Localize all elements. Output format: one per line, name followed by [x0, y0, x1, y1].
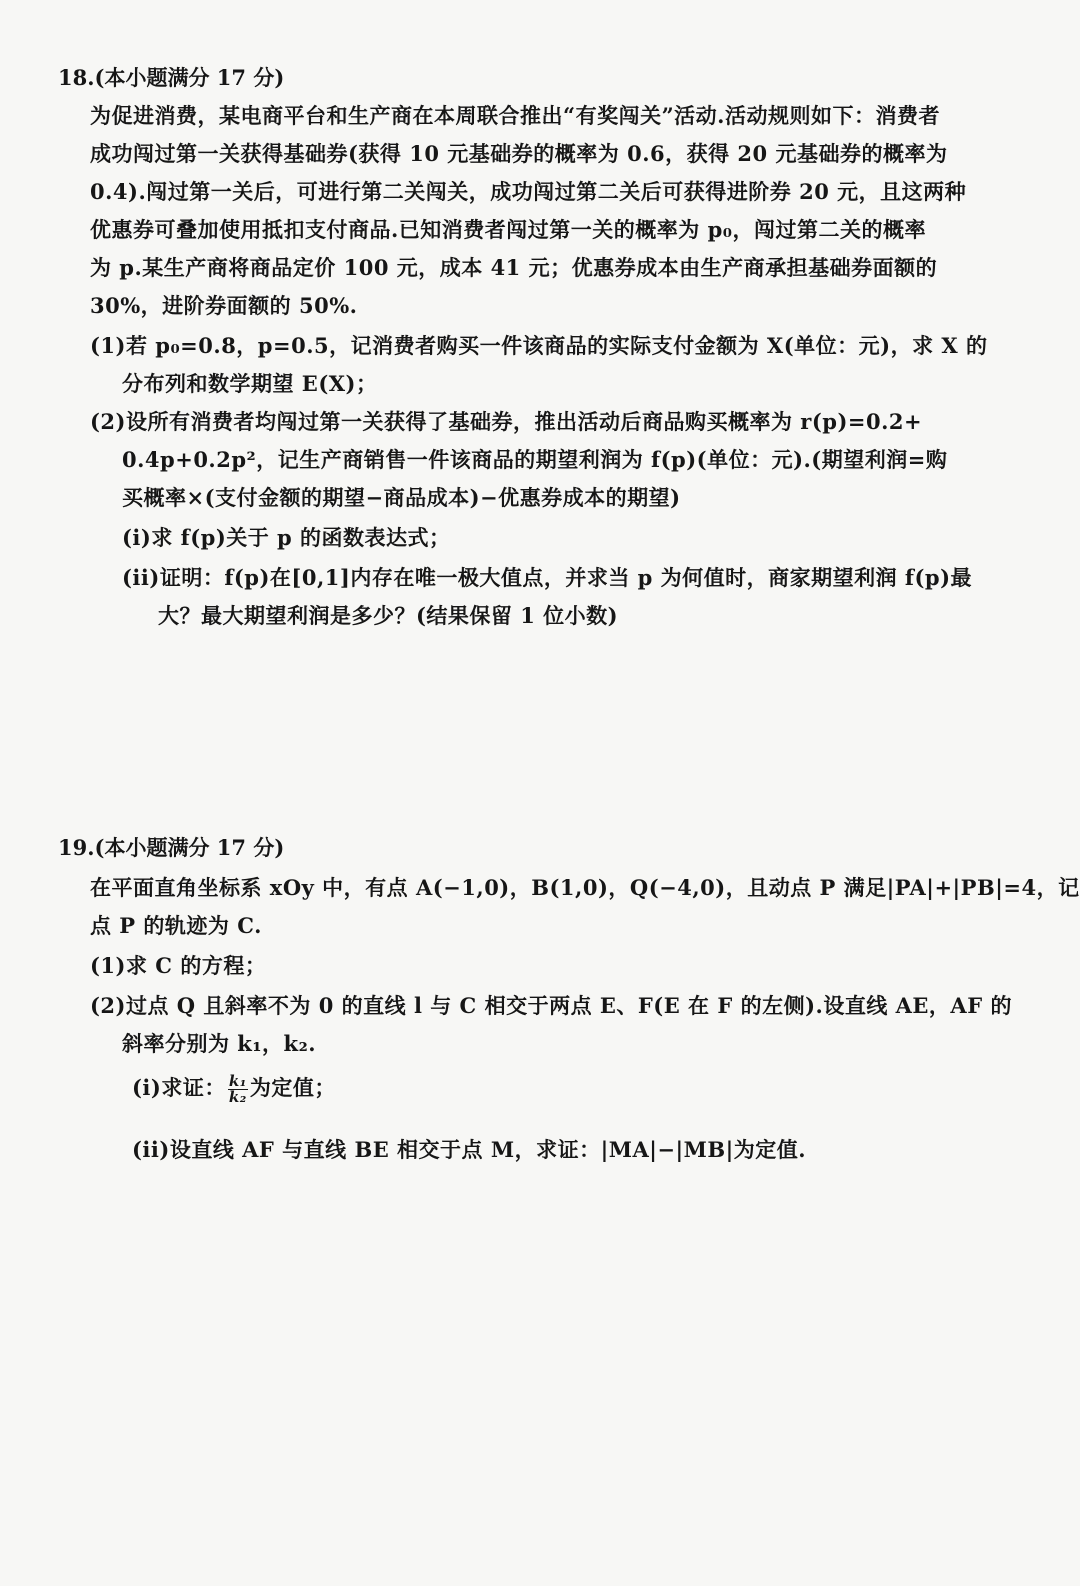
problem-19-part-1: (1)求 C 的方程；	[90, 953, 267, 978]
problem-19-line: 点 P 的轨迹为 C.	[90, 913, 262, 938]
problem-18-line: 为 p.某生产商将商品定价 100 元，成本 41 元；优惠券成本由生产商承担基础券面额的	[90, 255, 938, 280]
problem-18-line: 成功闯过第一关获得基础券(获得 10 元基础券的概率为 0.6，获得 20 元基础券的概率为	[90, 141, 948, 166]
problem-18-line: 为促进消费，某电商平台和生产商在本周联合推出“有奖闯关”活动.活动规则如下：消费者	[90, 103, 940, 128]
problem-19-heading: 19.(本小题满分 17 分)	[58, 835, 285, 860]
problem-18-part-2: (2)设所有消费者均闯过第一关获得了基础券，推出活动后商品购买概率为 r(p)=0.2+	[90, 409, 923, 434]
problem-18-sub-ii: (ii)证明：f(p)在[0,1]内存在唯一极大值点，并求当 p 为何值时，商家期望利润 f(p)最	[122, 565, 973, 590]
sub-i-suffix: 为定值；	[249, 1075, 336, 1100]
problem-19-part-2-cont: 斜率分别为 k₁，k₂.	[122, 1031, 317, 1056]
problem-18-part-1-cont: 分布列和数学期望 E(X)；	[122, 371, 378, 396]
problem-18-sub-i: (i)求 f(p)关于 p 的函数表达式；	[122, 525, 451, 550]
problem-19-sub-i	[132, 1072, 336, 1105]
k1-over-k2-fraction	[228, 1074, 248, 1105]
problem-18-part-2-cont: 0.4p+0.2p²，记生产商销售一件该商品的期望利润为 f(p)(单位：元).(期望利润=购	[122, 447, 948, 472]
problem-19-sub-ii: (ii)设直线 AF 与直线 BE 相交于点 M，求证：|MA|−|MB|为定值.	[132, 1137, 807, 1162]
fraction-numerator: k₁	[228, 1072, 247, 1090]
problem-18-part-2-cont: 买概率×(支付金额的期望−商品成本)−优惠券成本的期望)	[122, 485, 681, 510]
problem-19-line: 在平面直角坐标系 xOy 中，有点 A(−1,0)，B(1,0)，Q(−4,0)，且动点 P 满足|PA|+|PB|=4，记	[90, 875, 1080, 900]
problem-18-part-1: (1)若 p₀=0.8，p=0.5，记消费者购买一件该商品的实际支付金额为 X(单位：元)，求 X 的	[90, 333, 988, 358]
sub-i-prefix: (i)求证：	[132, 1075, 226, 1100]
fraction-denominator: k₂	[228, 1088, 247, 1106]
problem-18-line: 30%，进阶券面额的 50%.	[90, 293, 358, 318]
problem-19-part-2: (2)过点 Q 且斜率不为 0 的直线 l 与 C 相交于两点 E、F(E 在 F 的左侧).设直线 AE，AF 的	[90, 993, 1012, 1018]
problem-18-line: 优惠券可叠加使用抵扣支付商品.已知消费者闯过第一关的概率为 p₀，闯过第二关的概率	[90, 217, 926, 242]
problem-18-heading: 18.(本小题满分 17 分)	[58, 65, 285, 90]
problem-18-line: 0.4).闯过第一关后，可进行第二关闯关，成功闯过第二关后可获得进阶券 20 元，且这两种	[90, 179, 967, 204]
problem-18-sub-ii-cont: 大？最大期望利润是多少？(结果保留 1 位小数)	[158, 603, 619, 628]
